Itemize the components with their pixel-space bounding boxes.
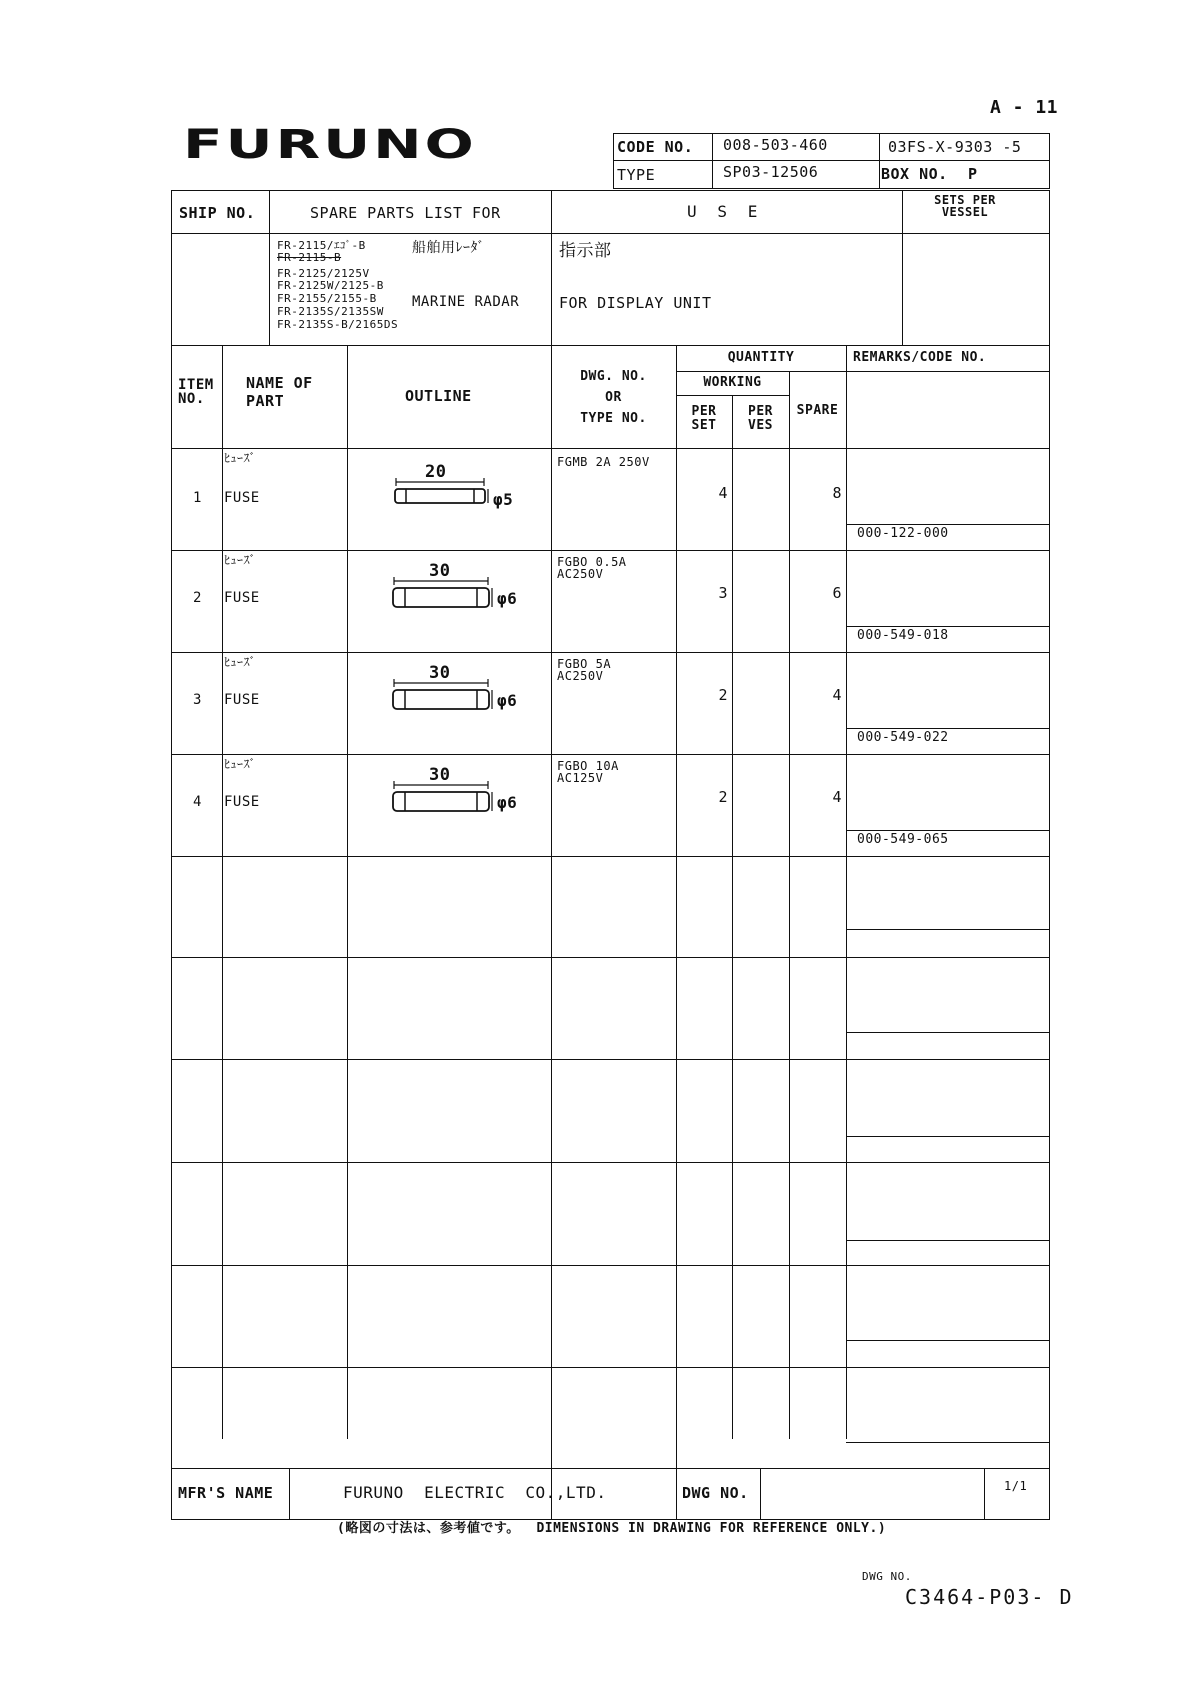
row3-type-no: FGBO 5A AC250V bbox=[557, 657, 612, 683]
row1-diameter: φ5 bbox=[493, 490, 514, 509]
row3-item-no: 3 bbox=[193, 692, 202, 708]
row1-fuse-outline bbox=[390, 478, 490, 504]
reference-note: (略図の寸法は、参考値です。 DIMENSIONS IN DRAWING FOR REFERENCE ONLY.) bbox=[337, 1521, 887, 1536]
dwg-no-label: DWG NO. bbox=[682, 1484, 749, 1502]
col-remarks: REMARKS/CODE NO. bbox=[853, 350, 987, 365]
row1-code: 000-122-000 bbox=[857, 526, 949, 541]
spare-parts-label: SPARE PARTS LIST FOR bbox=[310, 204, 501, 222]
row2-name: FUSE bbox=[224, 590, 260, 606]
box-no-label: BOX NO. bbox=[881, 165, 948, 183]
ship-no-label: SHIP NO. bbox=[179, 204, 256, 222]
code-no-label: CODE NO. bbox=[617, 138, 694, 156]
row4-type-no: FGBO 10A AC125V bbox=[557, 759, 619, 785]
row1-length: 20 bbox=[425, 462, 447, 482]
model-list-3: FR-2125/2125V bbox=[277, 267, 370, 280]
product-jp: 船舶用ﾚｰﾀﾞ bbox=[412, 240, 485, 256]
row2-spare: 6 bbox=[832, 584, 842, 602]
row2-type-no: FGBO 0.5A AC250V bbox=[557, 555, 627, 581]
row1-item-no: 1 bbox=[193, 490, 202, 506]
row4-length: 30 bbox=[429, 765, 451, 785]
col-name-of-part: NAME OF PART bbox=[246, 374, 313, 410]
row4-per-set: 2 bbox=[718, 788, 728, 806]
col-working: WORKING bbox=[703, 375, 762, 390]
row3-per-set: 2 bbox=[718, 686, 728, 704]
code-extra: 03FS-X-9303 -5 bbox=[888, 138, 1022, 156]
model-list-5: FR-2155/2155-B bbox=[277, 292, 377, 305]
drawing-no-label: DWG NO. bbox=[862, 1570, 912, 1583]
row2-length: 30 bbox=[429, 561, 451, 581]
type-value: SP03-12506 bbox=[723, 163, 819, 181]
row4-name-jp: ﾋｭｰｽﾞ bbox=[224, 757, 257, 771]
row2-diameter: φ6 bbox=[497, 589, 518, 608]
row4-fuse-outline bbox=[388, 781, 494, 813]
col-per-set: PER SET bbox=[691, 404, 717, 433]
col-dwg-no: DWG. NO. OR TYPE NO. bbox=[580, 369, 647, 426]
page-count: 1/1 bbox=[1004, 1479, 1028, 1493]
col-item-no: ITEM NO. bbox=[178, 377, 214, 407]
row1-type-no: FGMB 2A 250V bbox=[557, 455, 650, 469]
row2-name-jp: ﾋｭｰｽﾞ bbox=[224, 553, 257, 567]
code-no-value: 008-503-460 bbox=[723, 136, 828, 154]
row3-name-jp: ﾋｭｰｽﾞ bbox=[224, 655, 257, 669]
row4-spare: 4 bbox=[832, 788, 842, 806]
row3-length: 30 bbox=[429, 663, 451, 683]
mfr-value: FURUNO ELECTRIC CO.,LTD. bbox=[343, 1483, 607, 1502]
row3-code: 000-549-022 bbox=[857, 730, 949, 745]
model-list-6: FR-2135S/2135SW bbox=[277, 305, 384, 318]
col-quantity: QUANTITY bbox=[727, 350, 795, 365]
row3-name: FUSE bbox=[224, 692, 260, 708]
row2-code: 000-549-018 bbox=[857, 628, 949, 643]
row4-item-no: 4 bbox=[193, 794, 202, 810]
model-list-7: FR-2135S-B/2165DS bbox=[277, 318, 399, 331]
col-outline: OUTLINE bbox=[405, 387, 472, 405]
row4-code: 000-549-065 bbox=[857, 832, 949, 847]
page-label: A - 11 bbox=[990, 97, 1059, 118]
model-list-1: FR-2115/ｴｺﾞ-B bbox=[277, 239, 366, 252]
row3-diameter: φ6 bbox=[497, 691, 518, 710]
brand-logo: FURUNO bbox=[183, 122, 477, 168]
use-label: U S E bbox=[687, 202, 758, 221]
col-spare: SPARE bbox=[796, 403, 839, 418]
model-list-4: FR-2125W/2125-B bbox=[277, 279, 384, 292]
drawing-no: C3464-P03- D bbox=[905, 1585, 1074, 1609]
row1-name-jp: ﾋｭｰｽﾞ bbox=[224, 451, 257, 465]
row3-spare: 4 bbox=[832, 686, 842, 704]
sets-per-vessel-label: SETS PER VESSEL bbox=[934, 193, 996, 219]
row1-name: FUSE bbox=[224, 490, 260, 506]
type-label: TYPE bbox=[617, 166, 656, 184]
row1-per-set: 4 bbox=[718, 484, 728, 502]
col-per-ves: PER VES bbox=[748, 404, 773, 433]
mfr-label: MFR'S NAME bbox=[178, 1484, 274, 1502]
row3-fuse-outline bbox=[388, 679, 494, 711]
row4-name: FUSE bbox=[224, 794, 260, 810]
use-en: FOR DISPLAY UNIT bbox=[559, 294, 712, 312]
row2-per-set: 3 bbox=[718, 584, 728, 602]
row2-item-no: 2 bbox=[193, 590, 202, 606]
row2-fuse-outline bbox=[388, 577, 494, 609]
use-jp: 指示部 bbox=[559, 241, 612, 261]
model-list-2: FR-2115-B bbox=[277, 251, 342, 264]
row4-diameter: φ6 bbox=[497, 793, 518, 812]
box-no-value: P bbox=[968, 165, 978, 183]
row1-spare: 8 bbox=[832, 484, 842, 502]
product-en: MARINE RADAR bbox=[412, 294, 520, 310]
